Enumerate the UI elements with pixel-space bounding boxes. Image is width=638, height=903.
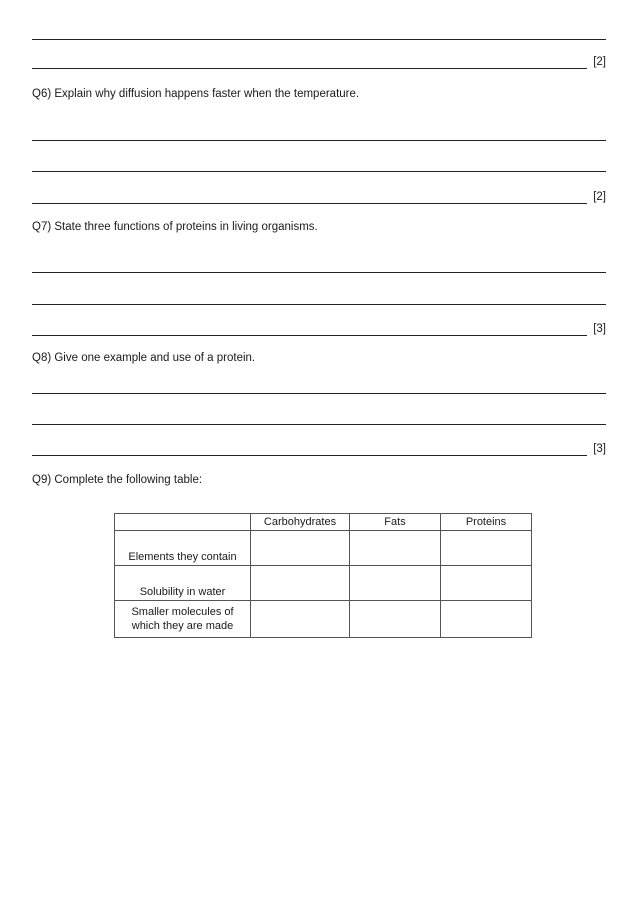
row-label: Smaller molecules of which they are made	[115, 601, 251, 638]
answer-cell[interactable]	[441, 531, 532, 566]
answer-line[interactable]	[32, 335, 587, 336]
answer-line[interactable]	[32, 424, 606, 425]
answer-cell[interactable]	[350, 601, 441, 638]
answer-line[interactable]	[32, 455, 587, 456]
table-header-cell	[115, 514, 251, 531]
table-row	[115, 531, 532, 566]
answer-line[interactable]	[32, 140, 606, 141]
table-header-cell: Proteins	[441, 514, 532, 531]
q6-mark: [2]	[593, 191, 606, 203]
answer-cell[interactable]	[350, 531, 441, 566]
table-row	[115, 601, 532, 638]
table-header-cell: Fats	[350, 514, 441, 531]
answer-line[interactable]	[32, 39, 606, 40]
answer-cell[interactable]	[441, 601, 532, 638]
question-q8: Q8) Give one example and use of a protein.	[32, 352, 256, 364]
answer-line[interactable]	[32, 272, 606, 273]
answer-cell[interactable]	[251, 566, 350, 601]
nutrients-table	[114, 513, 532, 638]
answer-line[interactable]	[32, 171, 606, 172]
question-q6: Q6) Explain why diffusion happens faster when the temperature.	[32, 88, 360, 100]
answer-line[interactable]	[32, 304, 606, 305]
answer-line[interactable]	[32, 68, 587, 69]
row-label: Solubility in water	[115, 566, 251, 601]
table-row	[115, 566, 532, 601]
table-header-row	[115, 514, 532, 531]
answer-cell[interactable]	[251, 601, 350, 638]
q7-mark: [3]	[593, 323, 606, 335]
table-header-cell: Carbohydrates	[251, 514, 350, 531]
question-q7: Q7) State three functions of proteins in living organisms.	[32, 221, 318, 233]
answer-line[interactable]	[32, 393, 606, 394]
question-q9: Q9) Complete the following table:	[32, 474, 203, 486]
answer-cell[interactable]	[350, 566, 441, 601]
answer-cell[interactable]	[251, 531, 350, 566]
q8-mark: [3]	[593, 443, 606, 455]
row-label: Elements they contain	[115, 531, 251, 566]
q5-mark: [2]	[593, 56, 606, 68]
answer-line[interactable]	[32, 203, 587, 204]
answer-cell[interactable]	[441, 566, 532, 601]
